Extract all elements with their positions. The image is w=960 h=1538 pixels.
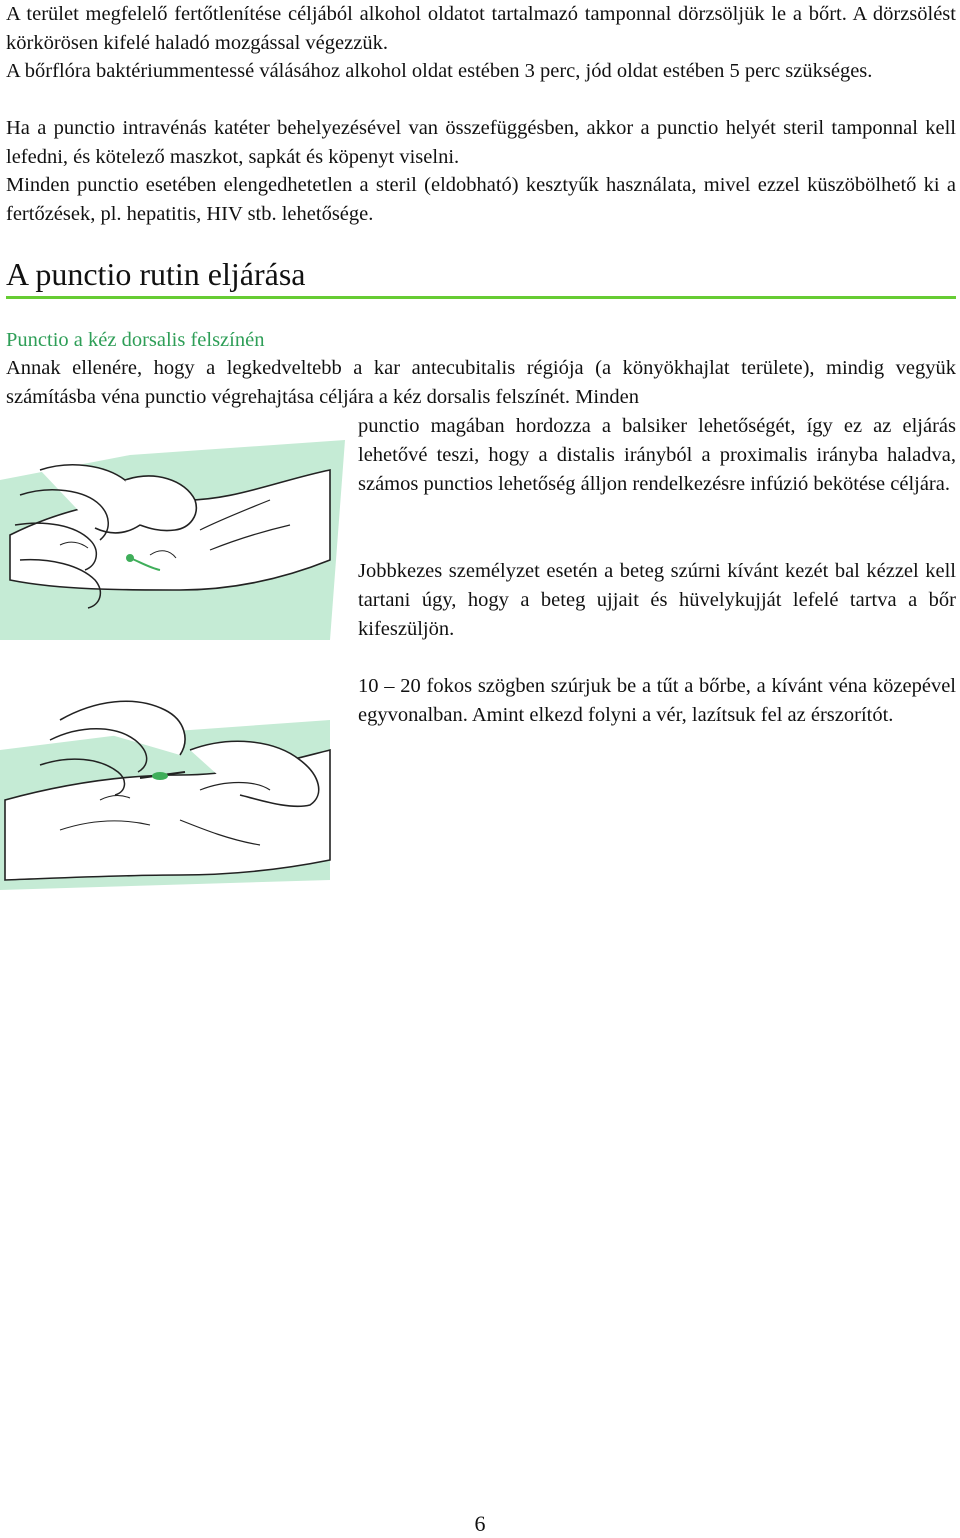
column-paragraph-3: 10 – 20 fokos szögben szúrjuk be a tűt a bőrbe, a kívánt véna közepével egyvonalban. Amint elkezd folyni a vér, lazítsuk fel az érszorítót. [358, 675, 956, 726]
intro-paragraph-1: A terület megfelelő fertőtlenítése céljából alkohol oldatot tartalmazó tamponnal dörzsöljük le a bőrt. A dörzsölést körkörösen kifelé haladó mozgással végezzük. [6, 3, 956, 54]
page-number: 6 [474, 1511, 486, 1536]
column-paragraph-1: punctio magában hordozza a balsiker lehetőségét, így ez az eljárás lehetővé teszi, hogy a distalis irányból a proximalis irányba haladva, számos punctios lehetőség álljon rendelkezésre infúzió bekötése céljára. [358, 415, 956, 495]
section-body-paragraph: Annak ellenére, hogy a legkedveltebb a kar antecubitalis régiója (a könyökhajlat területe), mindig vegyük számításba véna punctio végrehajtása céljára a kéz dorsalis felszínét. Minden [6, 357, 956, 408]
column-paragraph-2: Jobbkezes személyzet esetén a beteg szúrni kívánt kezét bal kézzel kell tartani úgy, hogy a beteg ujjait és hüvelykujját lefelé tartva a bőr kifeszüljön. [358, 560, 956, 640]
hand-inserting-needle-illustration [0, 680, 350, 890]
intro-paragraph-3: Ha a punctio intravénás katéter behelyezésével van összefüggésben, akkor a punctio helyét steril tamponnal kell lefedni, és kötelező maszkot, sapkát és köpenyt viselni. [6, 117, 956, 168]
intro-paragraph-4: Minden punctio esetében elengedhetetlen a steril (eldobható) kesztyűk használata, mivel ezzel küszöbölhető ki a fertőzések, pl. hepatitis, HIV stb. lehetősége. [6, 174, 956, 225]
section-subtitle: Punctio a kéz dorsalis felszínén [6, 329, 265, 351]
section-title: A punctio rutin eljárása [6, 256, 306, 292]
hand-stretching-skin-illustration [0, 440, 350, 640]
intro-paragraph-2: A bőrflóra baktériummentessé válásához alkohol oldat estében 3 perc, jód oldat estében 5 perc szükséges. [6, 60, 873, 82]
section-title-underline [6, 296, 956, 299]
